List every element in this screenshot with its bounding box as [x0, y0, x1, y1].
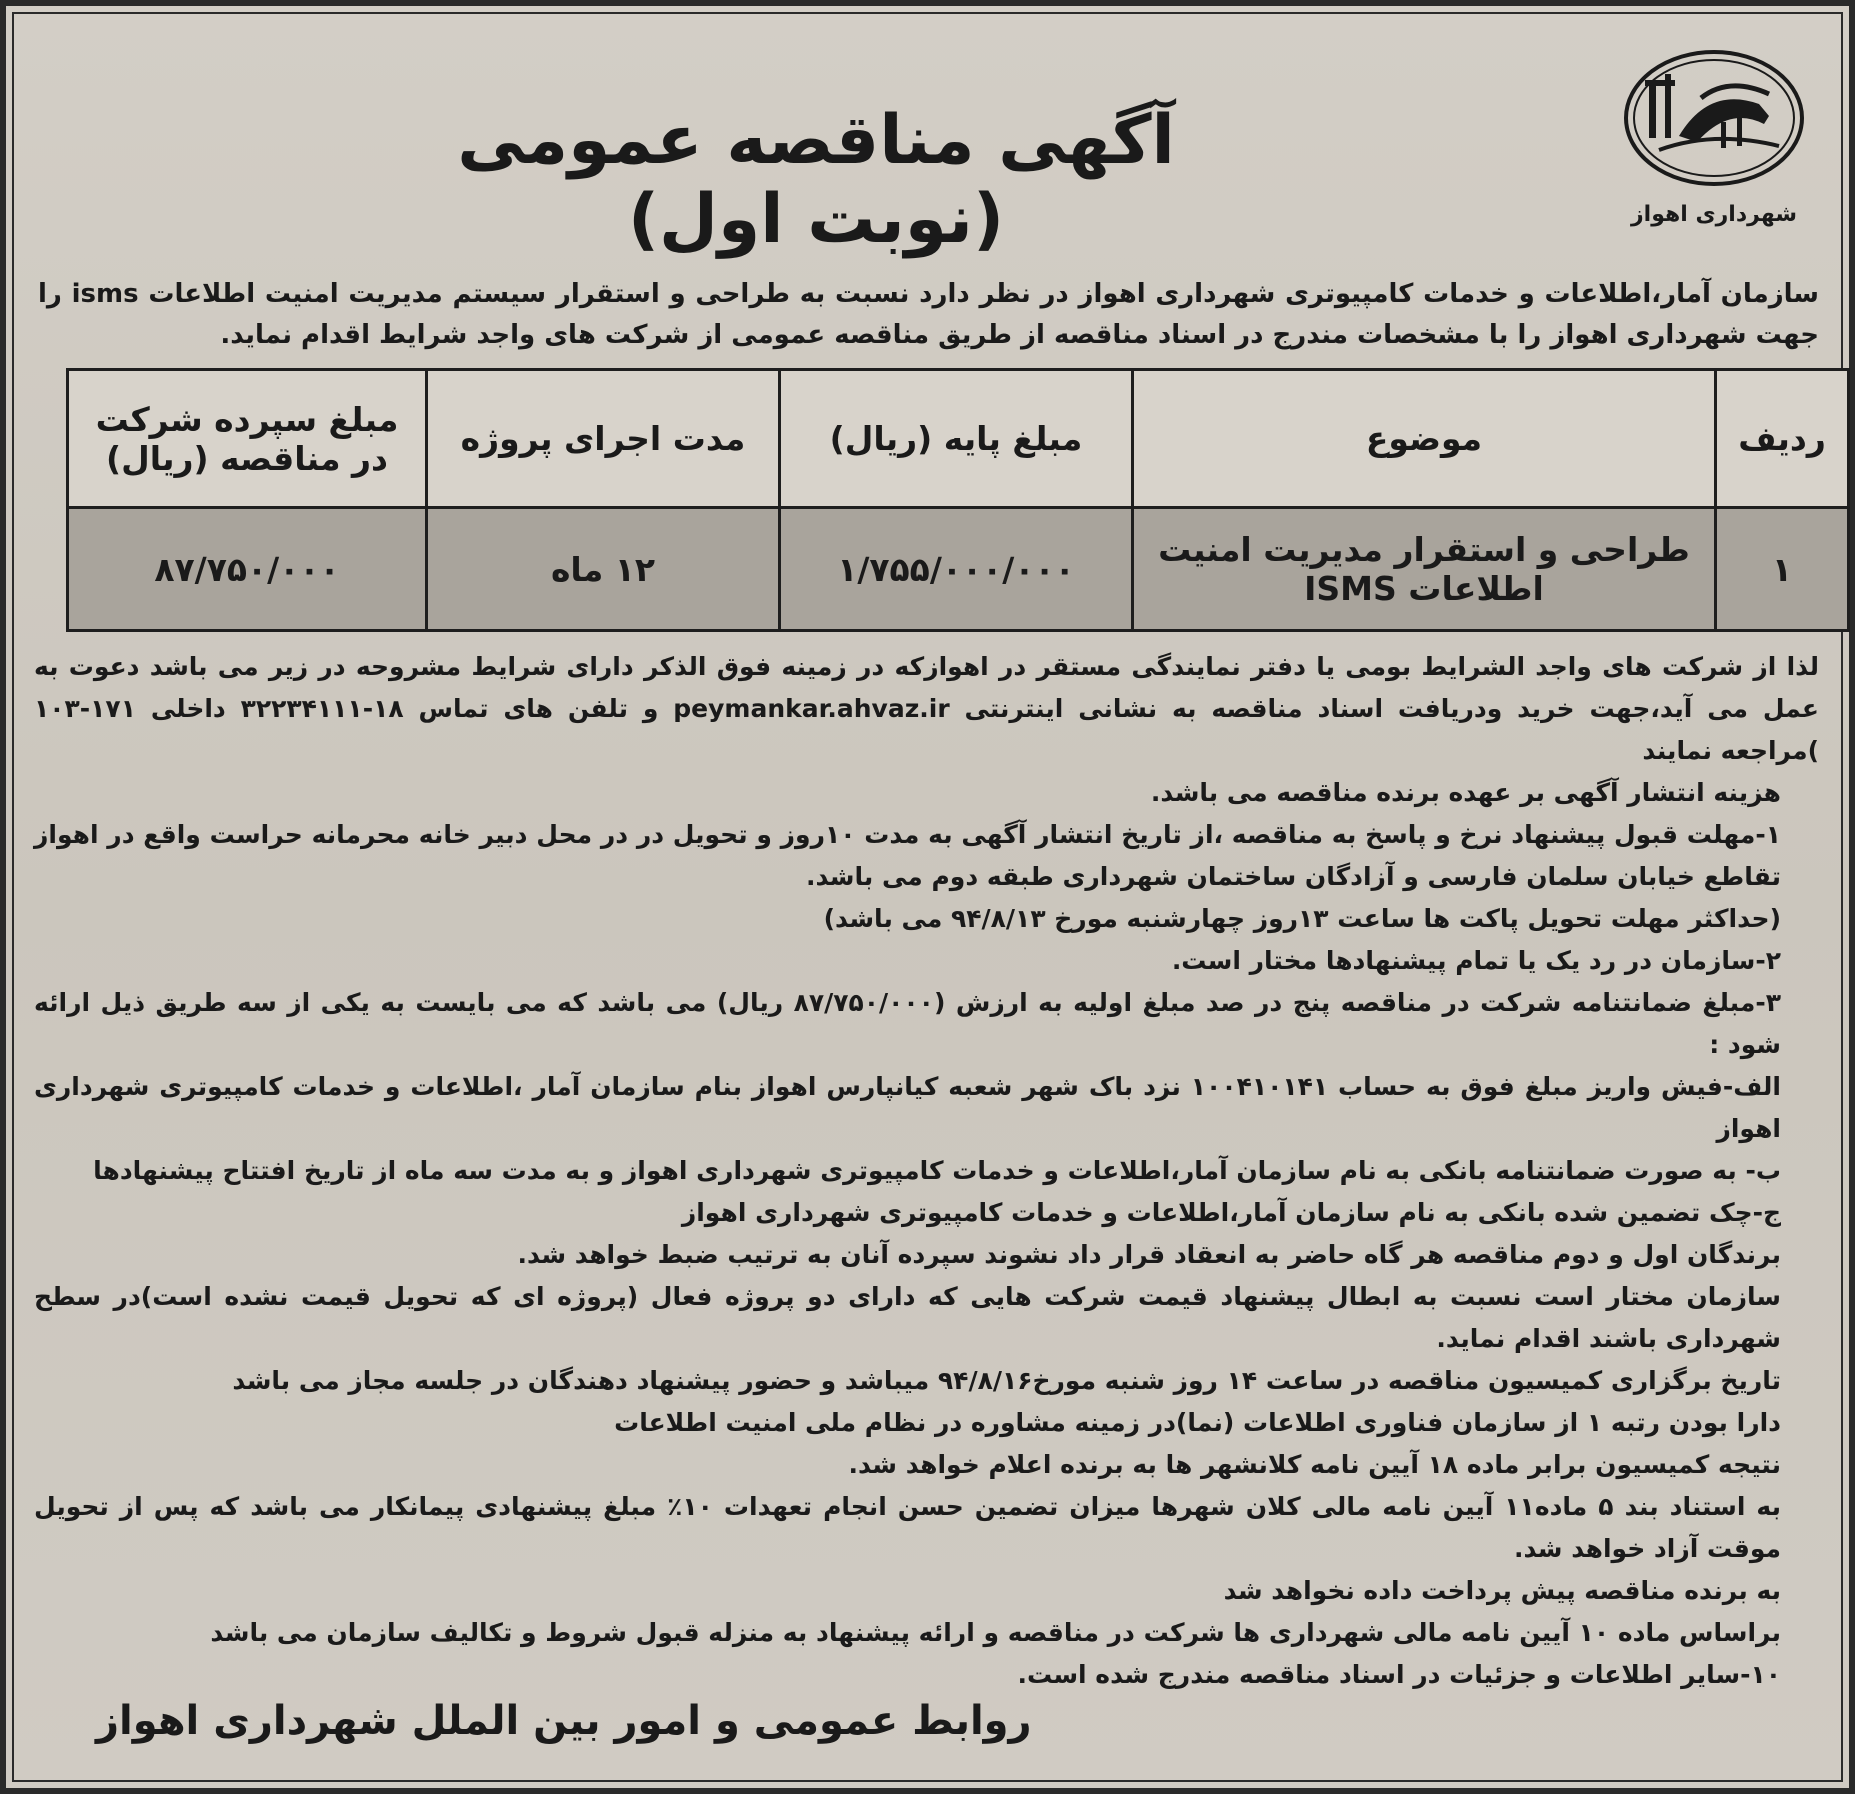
- header-duration: مدت اجرای پروژه: [427, 370, 780, 508]
- header-subject: موضوع: [1133, 370, 1716, 508]
- notice-body: [34, 646, 1819, 1696]
- logo-caption: شهرداری اهواز: [1631, 202, 1797, 227]
- tender-table: [66, 368, 1850, 632]
- paragraph-acceptance: براساس ماده ۱۰ آیین نامه مالی شهرداری ها شرکت در مناقصه و ارائه پیشنهاد به منزله قبول شروط و تکالیف سازمان می باشد: [210, 1618, 1781, 1647]
- paragraph-commission-date: تاریخ برگزاری کمیسیون مناقصه در ساعت ۱۴ روز شنبه مورخ۹۴/۸/۱۶ میباشد و حضور پیشنهاد دهندگان در جلسه مجاز می باشد: [232, 1366, 1781, 1395]
- table-header-row: [68, 370, 1849, 508]
- paragraph-result: نتیجه کمیسیون برابر ماده ۱۸ آیین نامه کلانشهر ها به برنده اعلام خواهد شد.: [848, 1450, 1781, 1479]
- header-index: ردیف: [1716, 370, 1849, 508]
- paragraph-option-a: الف-فیش واریز مبلغ فوق به حساب ۱۰۰۴۱۰۱۴۱ نزد باک شهر شعبه کیانپارس اهواز بنام سازمان آمار ،اطلاعات و خدمات کامپیوتری شهرداری اهواز: [34, 1072, 1781, 1143]
- paragraph-option-c: ج-چک تضمین شده بانکی به نام سازمان آمار،اطلاعات و خدمات کامپیوتری شهرداری اهواز: [681, 1198, 1781, 1227]
- paragraph-guarantee: ۳-مبلغ ضمانتنامه شرکت در مناقصه پنج در صد مبلغ اولیه به ارزش (۸۷/۷۵۰/۰۰۰ ریال) می باشد که می بایست به یکی از سه طریق ذیل ارائه شود :: [34, 988, 1781, 1059]
- cell-index: ۱: [1716, 508, 1849, 631]
- notice-title: آگهی مناقصه عمومی (نوبت اول): [457, 101, 1175, 259]
- ahvaz-bridge-emblem-icon: [1619, 46, 1809, 196]
- cell-duration: ۱۲ ماه: [427, 508, 780, 631]
- paragraph-winners: برندگان اول و دوم مناقصه هر گاه حاضر به انعقاد قرار داد نشوند سپرده آنان به ترتیب ضبط خواهد شد.: [517, 1240, 1781, 1269]
- cell-base-amount: ۱/۷۵۵/۰۰۰/۰۰۰: [780, 508, 1133, 631]
- header-base-amount: مبلغ پایه (ریال): [780, 370, 1133, 508]
- paragraph-rejection-right: ۲-سازمان در رد یک یا تمام پیشنهادها مختار است.: [1171, 946, 1781, 975]
- paragraph-invitation: لذا از شرکت های واجد الشرایط بومی یا دفتر نمایندگی مستقر در اهوازکه در زمینه فوق الذکر دارای شرایط مشروحه در زیر می باشد دعوت به عمل می آید،جهت خرید ودریافت اسناد مناقصه به نشانی اینترنتی peymankar.ahvaz.ir و تلفن های تماس ۱۸-۳۲۲۳۴۱۱۱ داخلی ۱۷۱-۱۰۳ )مراجعه نمایند: [34, 652, 1819, 765]
- municipality-logo: [1619, 46, 1809, 226]
- cell-subject: طراحی و استقرار مدیریت امنیت اطلاعات ISMS: [1133, 508, 1716, 631]
- paragraph-performance-guarantee: به استناد بند ۵ ماده۱۱ آیین نامه مالی کلان شهرها میزان تضمین حسن انجام تعهدات ۱۰٪ مبلغ پیشنهادی پیمانکار می باشد که پس از تحویل موقت آزاد خواهد شد.: [34, 1492, 1781, 1563]
- paragraph-option-b: ب- به صورت ضمانتنامه بانکی به نام سازمان آمار،اطلاعات و خدمات کامپیوتری شهرداری اهواز و به مدت سه ماه از تاریخ افتتاح پیشنهادها: [93, 1156, 1781, 1185]
- paragraph-active-projects: سازمان مختار است نسبت به ابطال پیشنهاد قیمت شرکت هایی که دارای دو پروژه فعال (پروژه ای که تحویل قیمت نشده است)در سطح شهرداری باشند اقدام نماید.: [34, 1282, 1781, 1353]
- header-deposit: مبلغ سپرده شرکت در مناقصه (ریال): [68, 370, 427, 508]
- table-row: [68, 508, 1849, 631]
- cell-deposit: ۸۷/۷۵۰/۰۰۰: [68, 508, 427, 631]
- paragraph-ad-cost: هزینه انتشار آگهی بر عهده برنده مناقصه می باشد.: [1150, 778, 1781, 807]
- paragraph-rank: دارا بودن رتبه ۱ از سازمان فناوری اطلاعات (نما)در زمینه مشاوره در نظام ملی امنیت اطلاعات: [614, 1408, 1781, 1437]
- paragraph-max-deadline: (حداکثر مهلت تحویل پاکت ها ساعت ۱۳روز چهارشنبه مورخ ۹۴/۸/۱۳ می باشد): [823, 904, 1781, 933]
- footer-signature: روابط عمومی و امور بین الملل شهرداری اهواز: [96, 1698, 1032, 1744]
- paragraph-other-details: ۱۰-سایر اطلاعات و جزئیات در اسناد مناقصه مندرج شده است.: [1017, 1660, 1781, 1689]
- paragraph-deadline: ۱-مهلت قبول پیشنهاد نرخ و پاسخ به مناقصه ،از تاریخ انتشار آگهی به مدت ۱۰روز و تحویل در در محل دبیر خانه محرمانه حراست واقع در اهواز تقاطع خیابان سلمان فارسی و آزادگان ساختمان شهرداری طبقه دوم می باشد.: [34, 820, 1781, 891]
- intro-paragraph: سازمان آمار،اطلاعات و خدمات کامپیوتری شهرداری اهواز در نظر دارد نسبت به طراحی و استقرار سیستم مدیریت امنیت اطلاعات isms را جهت شهرداری اهواز را با مشخصات مندرج در اسناد مناقصه از طریق مناقصه عمومی از شرکت های واجد شرایط اقدام نماید.: [38, 279, 1820, 350]
- paragraph-prepayment: به برنده مناقصه پیش پرداخت داده نخواهد شد: [1223, 1576, 1781, 1605]
